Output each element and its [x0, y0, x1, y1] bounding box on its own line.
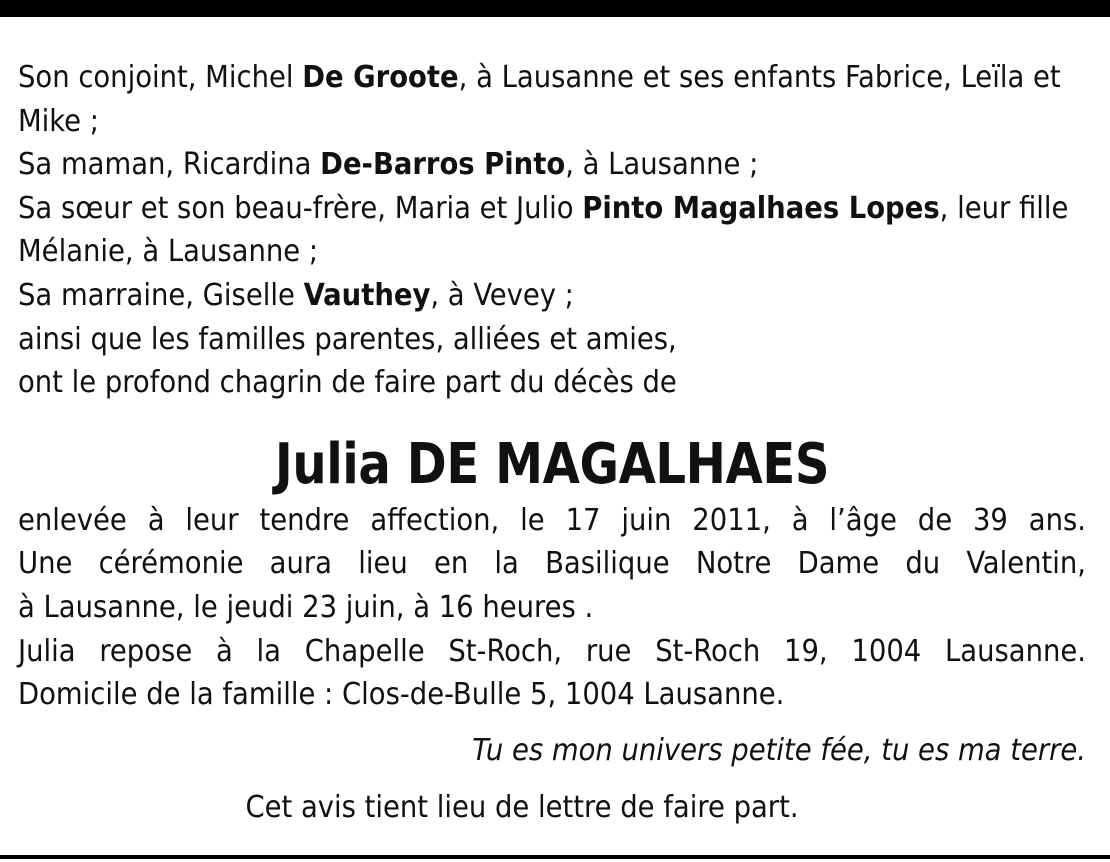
surname-godmother: Vauthey: [303, 277, 431, 313]
motto-quote: Tu es mon univers petite fée, tu es ma terre.: [472, 732, 1086, 768]
deceased-name: Julia DE MAGALHAES: [274, 431, 830, 497]
top-border-rule: [0, 0, 1110, 17]
closing-line: Cet avis tient lieu de lettre de faire part.: [245, 790, 799, 826]
surname-spouse: De Groote: [302, 60, 459, 95]
details-block: [18, 499, 1086, 717]
details-line-domicile: Domicile de la famille : Clos-de-Bulle 5, 1004 Lausanne.: [18, 677, 785, 713]
bottom-border-rule: [0, 855, 1110, 859]
surname-sister: Pinto Magalhaes Lopes: [582, 190, 940, 226]
surname-mother: De-Barros Pinto: [320, 147, 566, 183]
details-line-chapel: Julia repose à la Chapelle St-Roch, rue St-Roch 19, 1004 Lausanne.: [18, 633, 1086, 669]
family-line-sister: Sa sœur et son beau-frère, Maria et Julio Pinto Magalhaes Lopes, leur fille Mélanie, à Lausanne ;: [18, 190, 1069, 270]
family-line-announcement: ont le profond chagrin de faire part du décès de: [18, 365, 677, 401]
family-line-godmother: Sa marraine, Giselle Vauthey, à Vevey ;: [18, 277, 574, 313]
family-line-spouse: Son conjoint, Michel De Groote, à Lausanne et ses enfants Fabrice, Leïla et Mike ;: [18, 60, 1061, 139]
details-line-affection: enlevée à leur tendre affection, le 17 juin 2011, à l’âge de 39 ans.: [18, 502, 1086, 538]
details-line-ceremony: Une cérémonie aura lieu en la Basilique Notre Dame du Valentin,: [18, 546, 1086, 582]
family-line-relatives: ainsi que les familles parentes, alliées et amies,: [18, 321, 677, 357]
family-list: [18, 56, 1086, 405]
obituary-notice: [18, 56, 1086, 830]
details-line-ceremony-time: à Lausanne, le jeudi 23 juin, à 16 heures .: [18, 589, 594, 625]
family-line-mother: Sa maman, Ricardina De-Barros Pinto, à Lausanne ;: [18, 147, 759, 183]
